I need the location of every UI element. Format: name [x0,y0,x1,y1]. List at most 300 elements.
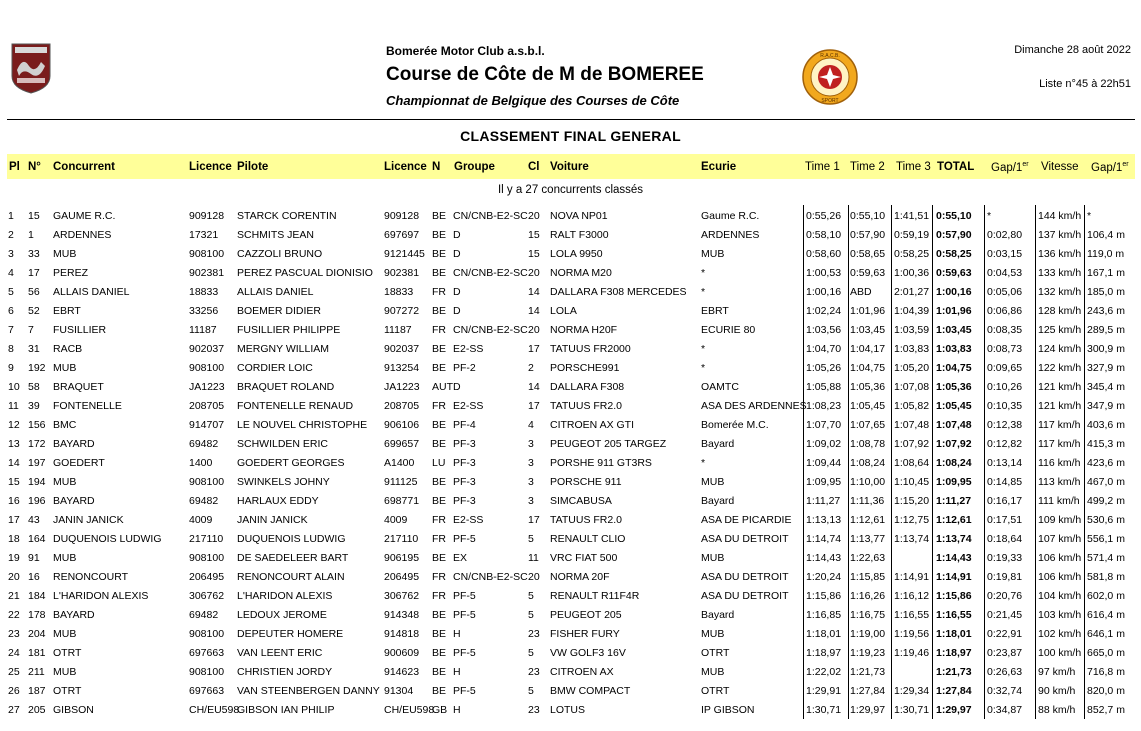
competitor-count: Il y a 27 concurrents classés [497,184,644,196]
cell-pilote: STARCK CORENTIN [237,210,337,222]
cell-concurrent: ALLAIS DANIEL [53,286,130,298]
cell-gap-2: 347,9 m [1087,400,1125,412]
cell-nat: BE [432,343,447,355]
cell-time-2: 1:27,84 [850,685,886,697]
cell-ecurie: * [701,286,706,298]
cell-time-1: 1:00,53 [806,267,842,279]
cell-time-3: 0:58,25 [894,248,930,260]
cell-total: 1:03,83 [936,343,972,355]
cell-groupe: PF-5 [453,609,476,621]
cell-gap: 0:19,81 [987,571,1023,583]
cell-time-3: 1:07,08 [894,381,930,393]
cell-cl: 15 [528,229,540,241]
table-row [0,378,1141,397]
cell-groupe: PF-4 [453,419,476,431]
col-concurrent: Concurrent [53,161,115,173]
cell-vitesse: 132 km/h [1038,286,1082,298]
cell-licence-1: 902381 [189,267,225,279]
cell-pl: 7 [8,324,14,336]
cell-vitesse: 107 km/h [1038,533,1082,545]
cell-cl: 3 [528,457,534,469]
cell-num: 43 [28,514,40,526]
col-time-3: Time 3 [896,161,931,173]
cell-pilote: CHRISTIEN JORDY [237,666,333,678]
table-row [0,264,1141,283]
cell-time-1: 1:09,02 [806,438,842,450]
cell-licence-1: 18833 [189,286,219,298]
cell-gap: 0:08,73 [987,343,1023,355]
cell-licence-2: 306762 [384,590,420,602]
cell-total: 1:29,97 [936,704,972,716]
table-row [0,606,1141,625]
table-row [0,226,1141,245]
cell-time-2: 1:08,78 [850,438,886,450]
cell-concurrent: OTRT [53,647,82,659]
cell-time-2: 1:08,24 [850,457,886,469]
cell-ecurie: Gaume R.C. [701,210,760,222]
cell-gap-2: 415,3 m [1087,438,1125,450]
cell-total: 1:08,24 [936,457,972,469]
cell-total: 1:12,61 [936,514,972,526]
cell-nat: BE [432,609,447,621]
cell-cl: 20 [528,210,540,222]
cell-vitesse: 109 km/h [1038,514,1082,526]
cell-nat: BE [432,210,447,222]
cell-time-2: 1:19,23 [850,647,886,659]
cell-licence-1: 69482 [189,609,219,621]
cell-concurrent: GOEDERT [53,457,105,469]
cell-licence-2: 914818 [384,628,420,640]
cell-num: 31 [28,343,40,355]
cell-ecurie: ARDENNES [701,229,760,241]
cell-gap: 0:10,26 [987,381,1023,393]
cell-time-3: 1:10,45 [894,476,930,488]
cell-nat: FR [432,590,446,602]
cell-licence-2: CH/EU598 [384,704,435,716]
cell-total: 1:05,36 [936,381,972,393]
cell-ecurie: IP GIBSON [701,704,755,716]
cell-voiture: DALLARA F308 [550,381,625,393]
cell-licence-1: 1400 [189,457,213,469]
cell-pl: 14 [8,457,20,469]
cell-time-3: 1:30,71 [894,704,930,716]
cell-ecurie: * [701,362,706,374]
cell-gap-2: 665,0 m [1087,647,1125,659]
cell-voiture: NOVA NP01 [550,210,608,222]
cell-time-3: 1:15,20 [894,495,930,507]
cell-num: 164 [28,533,46,545]
cell-time-3: 1:41,51 [894,210,930,222]
cell-pl: 2 [8,229,14,241]
cell-total: 1:13,74 [936,533,972,545]
cell-voiture: RALT F3000 [550,229,609,241]
cell-pilote: GOEDERT GEORGES [237,457,345,469]
cell-time-2: 1:11,36 [850,495,885,507]
cell-ecurie: * [701,267,706,279]
cell-num: 204 [28,628,46,640]
cell-cl: 20 [528,571,540,583]
cell-total: 0:57,90 [936,229,972,241]
cell-voiture: TATUUS FR2.0 [550,514,622,526]
col-pl: Pl [9,161,20,173]
cell-voiture: PEUGEOT 205 [550,609,622,621]
cell-voiture: NORMA 20F [550,571,610,583]
cell-concurrent: GIBSON [53,704,94,716]
cell-num: 56 [28,286,40,298]
cell-pl: 13 [8,438,20,450]
cell-licence-1: 208705 [189,400,225,412]
cell-time-1: 1:05,26 [806,362,842,374]
cell-groupe: CN/CNB-E2-SC [453,571,528,583]
cell-concurrent: MUB [53,476,77,488]
cell-voiture: CITROEN AX GTI [550,419,635,431]
cell-total: 1:18,01 [936,628,972,640]
cell-time-1: 1:22,02 [806,666,842,678]
cell-time-3: 1:13,74 [894,533,930,545]
cell-num: 184 [28,590,46,602]
cell-nat: FR [432,400,446,412]
cell-concurrent: MUB [53,628,77,640]
cell-voiture: DALLARA F308 MERCEDES [550,286,687,298]
cell-num: 39 [28,400,40,412]
cell-gap: 0:18,64 [987,533,1023,545]
cell-time-1: 1:18,01 [806,628,842,640]
cell-time-2: 0:57,90 [850,229,886,241]
cell-licence-1: 914707 [189,419,225,431]
cell-num: 33 [28,248,40,260]
cell-num: 194 [28,476,46,488]
table-row [0,340,1141,359]
cell-time-2: 1:22,63 [850,552,886,564]
cell-licence-1: 697663 [189,685,225,697]
table-row [0,245,1141,264]
cell-time-2: 1:05,45 [850,400,886,412]
cell-gap: 0:20,76 [987,590,1023,602]
cell-licence-1: 306762 [189,590,225,602]
cell-nat: GB [432,704,448,716]
cell-pl: 16 [8,495,20,507]
cell-pilote: MERGNY WILLIAM [237,343,329,355]
cell-time-2: 1:12,61 [850,514,886,526]
cell-concurrent: BRAQUET [53,381,104,393]
table-row [0,359,1141,378]
cell-time-2: 0:58,65 [850,248,886,260]
cell-groupe: E2-SS [453,343,484,355]
cell-voiture: LOLA [550,305,577,317]
cell-ecurie: Bomerée M.C. [701,419,769,431]
cell-total: 1:09,95 [936,476,972,488]
cell-gap: 0:14,85 [987,476,1023,488]
cell-gap-2: 581,8 m [1087,571,1125,583]
cell-nat: BE [432,267,447,279]
cell-licence-2: 91304 [384,685,414,697]
cell-gap: 0:17,51 [987,514,1023,526]
cell-cl: 5 [528,590,534,602]
cell-licence-2: A1400 [384,457,415,469]
cell-time-1: 1:09,44 [806,457,842,469]
cell-licence-2: 206495 [384,571,420,583]
cell-licence-2: 902037 [384,343,420,355]
cell-groupe: PF-5 [453,590,476,602]
cell-nat: BE [432,305,447,317]
cell-licence-1: 206495 [189,571,225,583]
cell-num: 196 [28,495,46,507]
cell-gap: 0:34,87 [987,704,1023,716]
cell-time-2: 1:16,26 [850,590,886,602]
cell-ecurie: OTRT [701,685,730,697]
cell-total: 1:15,86 [936,590,972,602]
cell-gap: 0:09,65 [987,362,1023,374]
cell-licence-1: 697663 [189,647,225,659]
cell-concurrent: FONTENELLE [53,400,122,412]
list-number: Liste n°45 à 22h51 [1039,78,1131,90]
cell-groupe: D [453,229,461,241]
cell-nat: FR [432,324,446,336]
cell-ecurie: * [701,343,706,355]
cell-ecurie: MUB [701,248,725,260]
table-row [0,530,1141,549]
cell-licence-2: 909128 [384,210,420,222]
cell-num: 7 [28,324,34,336]
cell-vitesse: 116 km/h [1038,457,1081,469]
cell-cl: 5 [528,533,534,545]
cell-time-2: 1:10,00 [850,476,886,488]
cell-time-2: 1:15,85 [850,571,886,583]
cell-gap-2: 289,5 m [1087,324,1125,336]
cell-voiture: TATUUS FR2.0 [550,400,622,412]
cell-licence-2: 698771 [384,495,420,507]
cell-cl: 14 [528,381,540,393]
cell-cl: 4 [528,419,534,431]
cell-groupe: E2-SS [453,400,484,412]
cell-concurrent: BAYARD [53,495,95,507]
cell-voiture: PEUGEOT 205 TARGEZ [550,438,667,450]
cell-groupe: PF-3 [453,438,476,450]
cell-nat: BE [432,476,447,488]
cell-concurrent: L'HARIDON ALEXIS [53,590,149,602]
cell-gap-2: 852,7 m [1087,704,1125,716]
cell-total: 1:00,16 [936,286,972,298]
cell-licence-2: 208705 [384,400,420,412]
cell-concurrent: MUB [53,248,77,260]
cell-pl: 4 [8,267,14,279]
cell-pilote: VAN STEENBERGEN DANNY [237,685,380,697]
cell-time-3: 1:12,75 [894,514,930,526]
col-num: N° [28,161,41,173]
cell-nat: FR [432,514,446,526]
cell-gap: 0:21,45 [987,609,1023,621]
col-ecurie: Ecurie [701,161,737,173]
cell-pilote: RENONCOURT ALAIN [237,571,345,583]
cell-time-3: 1:05,82 [894,400,930,412]
cell-nat: BE [432,229,447,241]
cell-gap-2: 345,4 m [1087,381,1125,393]
cell-gap: 0:08,35 [987,324,1023,336]
cell-num: 211 [28,666,45,678]
cell-groupe: D [453,248,461,260]
cell-voiture: BMW COMPACT [550,685,631,697]
cell-vitesse: 106 km/h [1038,571,1082,583]
cell-pilote: SCHMITS JEAN [237,229,315,241]
col-nat: N [432,161,441,173]
cell-concurrent: PEREZ [53,267,89,279]
cell-vitesse: 100 km/h [1038,647,1082,659]
cell-licence-2: 217110 [384,533,419,545]
cell-groupe: H [453,704,461,716]
cell-licence-2: 913254 [384,362,420,374]
cell-nat: BE [432,495,447,507]
cell-vitesse: 106 km/h [1038,552,1082,564]
cell-gap-2: 403,6 m [1087,419,1125,431]
table-row [0,207,1141,226]
cell-time-3: 1:05,20 [894,362,930,374]
cell-nat: AUT [432,381,453,393]
cell-pl: 25 [8,666,20,678]
cell-time-2: 1:16,75 [850,609,886,621]
cell-time-3: 2:01,27 [894,286,930,298]
cell-voiture: TATUUS FR2000 [550,343,631,355]
cell-pilote: BRAQUET ROLAND [237,381,335,393]
cell-licence-1: 902037 [189,343,225,355]
cell-total: 0:59,63 [936,267,972,279]
table-row [0,625,1141,644]
cell-pl: 8 [8,343,14,355]
cell-gap-2: 571,4 m [1087,552,1125,564]
cell-time-2: 1:03,45 [850,324,886,336]
cell-licence-2: 914623 [384,666,420,678]
cell-groupe: CN/CNB-E2-SC [453,324,528,336]
cell-vitesse: 121 km/h [1038,381,1082,393]
cell-time-3: 1:14,91 [894,571,930,583]
cell-time-2: 0:55,10 [850,210,886,222]
cell-time-3: 1:29,34 [894,685,930,697]
cell-pilote: HARLAUX EDDY [237,495,319,507]
cell-groupe: H [453,666,461,678]
cell-pilote: PEREZ PASCUAL DIONISIO [237,267,373,279]
cell-gap-2: 300,9 m [1087,343,1125,355]
cell-time-1: 1:16,85 [806,609,842,621]
cell-groupe: CN/CNB-E2-SC [453,267,528,279]
cell-concurrent: RACB [53,343,83,355]
cell-total: 1:14,43 [936,552,972,564]
cell-voiture: NORMA H20F [550,324,618,336]
table-row [0,511,1141,530]
cell-pilote: GIBSON IAN PHILIP [237,704,335,716]
cell-cl: 20 [528,324,540,336]
cell-time-3: 1:19,56 [894,628,930,640]
cell-ecurie: * [701,457,706,469]
cell-num: 205 [28,704,46,716]
cell-gap-2: 327,9 m [1087,362,1125,374]
col-gap-2-text: Gap/1 [1091,161,1123,174]
cell-licence-1: 909128 [189,210,225,222]
cell-vitesse: 103 km/h [1038,609,1082,621]
cell-licence-1: 33256 [189,305,219,317]
cell-pl: 19 [8,552,20,564]
cell-licence-1: CH/EU598 [189,704,240,716]
table-row [0,492,1141,511]
cell-licence-2: JA1223 [384,381,420,393]
cell-gap-2: 556,1 m [1087,533,1125,545]
cell-voiture: PORSCHE991 [550,362,620,374]
cell-vitesse: 122 km/h [1038,362,1082,374]
cell-ecurie: ASA DES ARDENNES [701,400,807,412]
table-header [7,154,1135,179]
cell-concurrent: RENONCOURT [53,571,129,583]
cell-licence-1: 908100 [189,552,225,564]
cell-licence-1: 908100 [189,248,225,260]
cell-voiture: RENAULT R11F4R [550,590,640,602]
col-licence-1: Licence [189,161,232,173]
cell-time-1: 1:29,91 [806,685,842,697]
cell-concurrent: BMC [53,419,77,431]
cell-time-1: 1:14,74 [806,533,842,545]
cell-time-2: 1:05,36 [850,381,886,393]
cell-pl: 12 [8,419,20,431]
cell-vitesse: 117 km/h [1038,438,1081,450]
cell-licence-2: 9121445 [384,248,425,260]
col-gap [991,161,1029,174]
cell-time-1: 1:30,71 [806,704,842,716]
cell-vitesse: 104 km/h [1038,590,1082,602]
cell-gap: 0:05,06 [987,286,1023,298]
cell-nat: BE [432,666,447,678]
col-gap-sup: er [1022,161,1029,168]
cell-concurrent: MUB [53,552,77,564]
cell-pl: 23 [8,628,20,640]
col-time-2: Time 2 [850,161,885,173]
cell-time-2: 1:29,97 [850,704,886,716]
cell-licence-2: 902381 [384,267,420,279]
results-table [0,207,1141,720]
col-gap-text: Gap/1 [991,161,1023,174]
cell-gap: 0:32,74 [987,685,1023,697]
cell-gap-2: 167,1 m [1087,267,1125,279]
cell-time-3: 1:07,92 [894,438,930,450]
cell-time-2: 1:13,77 [850,533,886,545]
cell-nat: BE [432,362,447,374]
cell-voiture: PORSHE 911 GT3RS [550,457,652,469]
cell-cl: 5 [528,685,534,697]
race-title: Course de Côte de M de BOMEREE [386,64,704,85]
cell-time-3: 1:04,39 [894,305,930,317]
table-row [0,302,1141,321]
cell-num: 1 [28,229,34,241]
cell-total: 1:03,45 [936,324,972,336]
cell-concurrent: DUQUENOIS LUDWIG [53,533,162,545]
cell-cl: 23 [528,704,540,716]
cell-vitesse: 124 km/h [1038,343,1082,355]
championship-title: Championnat de Belgique des Courses de Côte [386,93,680,108]
cell-num: 58 [28,381,40,393]
cell-voiture: VRC FIAT 500 [550,552,618,564]
cell-pl: 20 [8,571,20,583]
cell-num: 178 [28,609,46,621]
cell-pl: 11 [8,400,19,412]
cell-licence-2: 11187 [384,324,412,336]
cell-pl: 27 [8,704,20,716]
table-row [0,587,1141,606]
cell-groupe: D [453,286,461,298]
svg-text:SPORT: SPORT [821,98,839,104]
cell-groupe: PF-3 [453,495,476,507]
cell-gap-2: 820,0 m [1087,685,1125,697]
cell-time-2: 1:21,73 [850,666,886,678]
cell-time-2: 1:19,00 [850,628,886,640]
cell-cl: 15 [528,248,540,260]
col-pilote: Pilote [237,161,269,173]
cell-total: 1:05,45 [936,400,972,412]
